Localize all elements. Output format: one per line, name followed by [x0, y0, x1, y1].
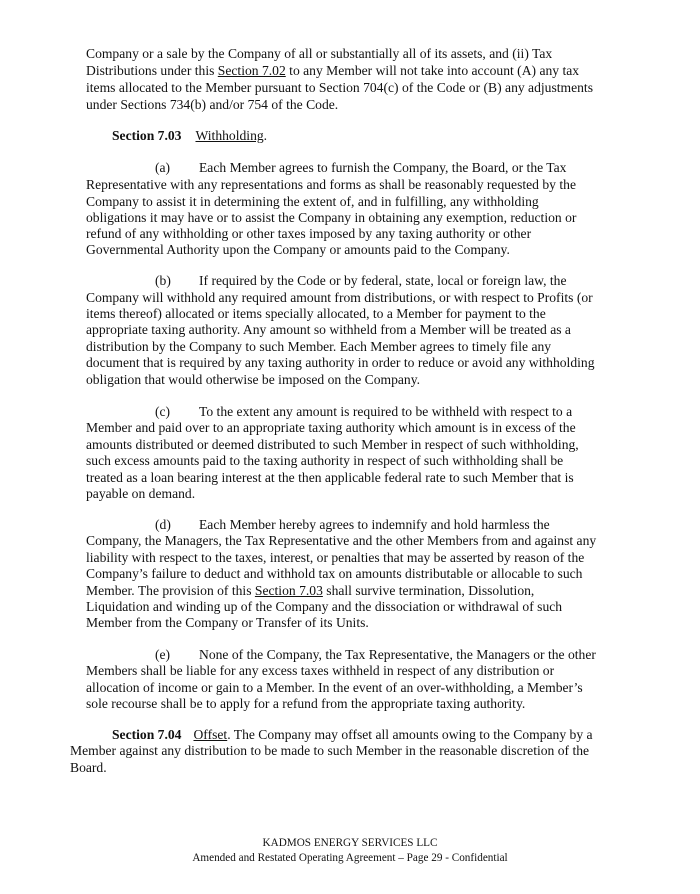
carryover-line-4: under Sections 734(b) and/or 754 of the Code.	[86, 97, 339, 112]
para-b-line: items thereof) allocated or items specially allocated, to a Member for payment to the	[86, 306, 546, 321]
para-b-line: Company will withhold any required amount from distributions, or with respect to Profits (or	[86, 290, 593, 305]
para-a-line: Company to assist it in determining the extent of, and in fulfilling, any withholding	[86, 194, 539, 209]
para-d-line: Liquidation and winding up of the Company and the dissociation or withdrawal of such	[86, 599, 563, 614]
para-d-line: Company, the Managers, the Tax Representative and the other Members from and against any	[86, 533, 597, 548]
para-c-line: such excess amounts paid to the taxing authority in respect of such withholding shall be	[86, 453, 564, 468]
section-7-04-line-1	[112, 727, 593, 743]
carryover-text: Distributions under this	[86, 63, 218, 78]
para-a-line: refund of any withholding or other taxes imposed by any taxing authority or other	[86, 226, 532, 241]
para-b-line: document that is required by any taxing authority in order to reduce or avoid any withholding	[86, 355, 595, 370]
para-d-line: Company’s failure to deduct and withhold tax on amounts distributable or allocable to such	[86, 566, 583, 581]
para-d-line: liability with respect to the taxes, interest, or penalties that may be asserted by reason of the	[86, 550, 585, 565]
para-c-line: To the extent any amount is required to be withheld with respect to a	[199, 404, 573, 419]
para-e-line: Members shall be liable for any excess taxes withheld in respect of any distribution or	[86, 663, 555, 678]
para-c-label: (c)	[155, 404, 171, 419]
para-b-line: distribution by the Company to such Member. Each Member agrees to timely file any	[86, 339, 552, 354]
carryover-line-1: Company or a sale by the Company of all or substantially all of its assets, and (ii) Tax	[86, 46, 553, 61]
carryover-text: to any Member will not take into account (A) any tax	[285, 63, 580, 78]
section-text: . The Company may offset all amounts owing to the Company by a	[227, 727, 593, 742]
para-e-line: allocation of income or gain to a Member. In the event of an over-withholding, a Member’s	[86, 680, 583, 695]
para-b-line: If required by the Code or by federal, state, local or foreign law, the	[199, 273, 567, 288]
footer-company-name: KADMOS ENERGY SERVICES LLC	[262, 837, 438, 849]
para-d-line	[86, 583, 534, 599]
para-c-line: amounts distributed or deemed distributed to such Member in respect of such withholding,	[86, 437, 579, 452]
para-a-line: obligations it may have or to assist the Company in obtaining any exemption, reduction or	[86, 210, 577, 225]
para-b-line: obligation that would otherwise be imposed on the Company.	[86, 372, 421, 387]
para-b-line: appropriate taxing authority. Any amount so withheld from a Member will be treated as a	[86, 322, 571, 337]
section-7-04-line-2: Member against any distribution to be made to such Member in the reasonable discretion of the	[70, 743, 590, 758]
section-7-02-reference: Section 7.02	[217, 63, 286, 78]
section-title: Offset	[193, 727, 228, 742]
para-a-line: Representative with any representations and forms as shall be reasonably requested by the	[86, 177, 576, 192]
para-d-text: Member. The provision of this	[86, 583, 255, 598]
section-number: Section 7.03	[112, 128, 182, 143]
section-7-03-heading	[112, 128, 267, 144]
para-d-line: Each Member hereby agrees to indemnify and hold harmless the	[199, 517, 550, 532]
section-number: Section 7.04	[112, 727, 182, 742]
para-d-line: Member from the Company or Transfer of its Units.	[86, 615, 369, 630]
para-c-line: Member and paid over to an appropriate taxing authority which amount is in excess of the	[86, 420, 576, 435]
para-e-line: sole recourse shall be to apply for a refund from the appropriate taxing authority.	[86, 696, 526, 711]
para-d-text: shall survive termination, Dissolution,	[322, 583, 535, 598]
para-c-line: payable on demand.	[86, 486, 196, 501]
section-title: Withholding	[195, 128, 264, 143]
para-a-line: Each Member agrees to furnish the Company, the Board, or the Tax	[199, 160, 567, 175]
carryover-line-3: items allocated to the Member pursuant to Section 704(c) of the Code or (B) any adjustments	[86, 80, 593, 95]
section-7-03-reference: Section 7.03	[254, 583, 323, 598]
para-b-label: (b)	[155, 273, 171, 288]
para-e-line: None of the Company, the Tax Representative, the Managers or the other	[199, 647, 596, 662]
para-a-label: (a)	[155, 160, 171, 175]
para-e-label: (e)	[155, 647, 171, 662]
footer-document-info: Amended and Restated Operating Agreement – Page 29 - Confidential	[192, 852, 508, 864]
para-c-line: treated as a loan bearing interest at the then applicable federal rate to such Member that is	[86, 470, 574, 485]
section-title-period: .	[263, 128, 268, 143]
section-7-04-line-3: Board.	[70, 760, 107, 775]
para-d-label: (d)	[155, 517, 171, 532]
carryover-line-2	[86, 63, 579, 79]
para-a-line: Governmental Authority upon the Company or amounts paid to the Company.	[86, 242, 510, 257]
